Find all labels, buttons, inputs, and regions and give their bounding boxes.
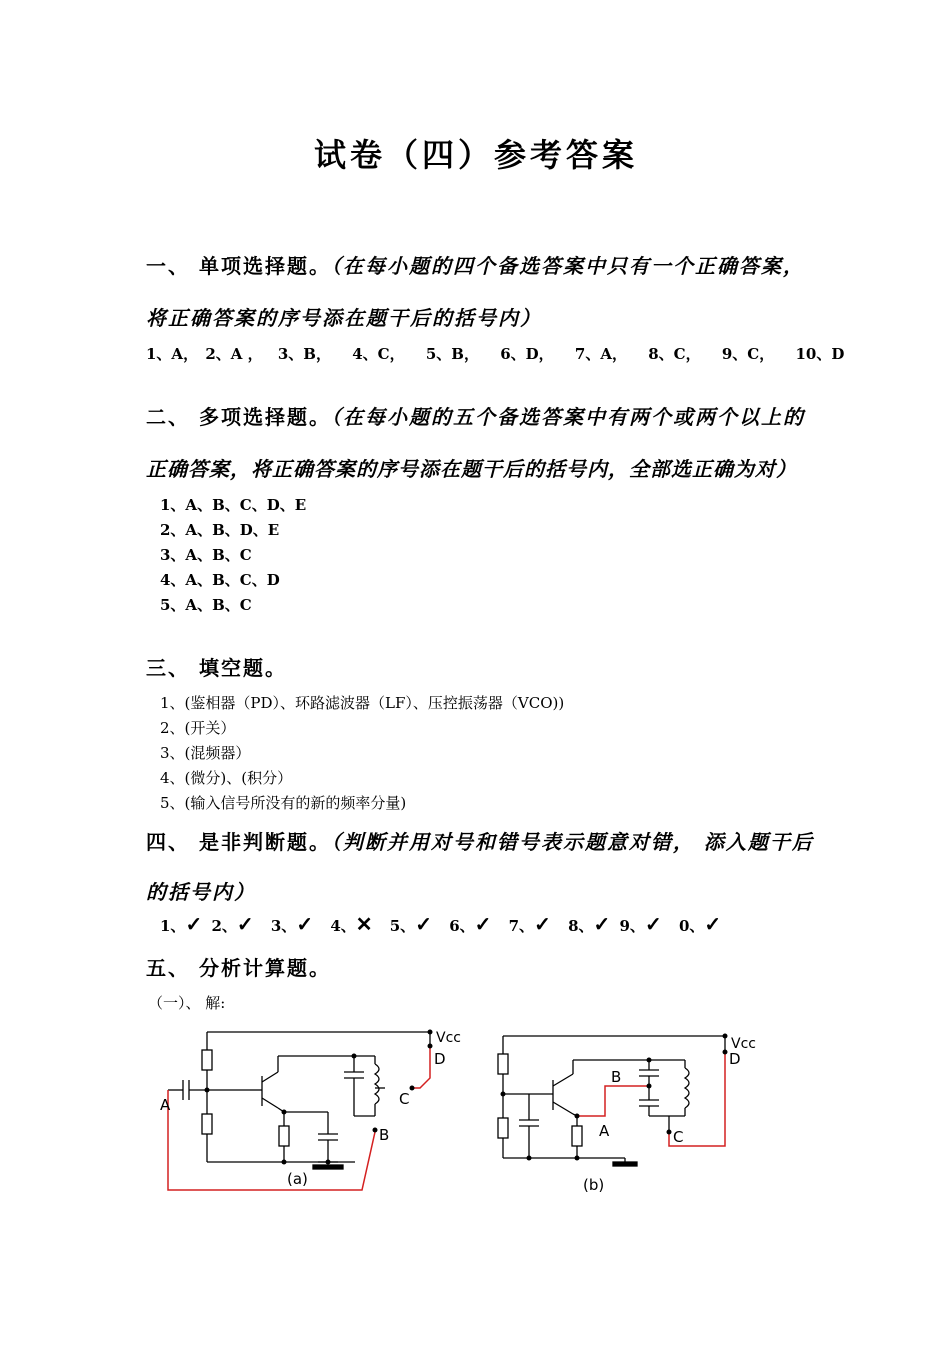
answer-item: 9、C， [721,345,775,363]
check-icon: ✓ [704,912,722,936]
answer-item: 3、B， [277,345,331,363]
answer-item: 1、(鉴相器（PD）、环路滤波器（LF）、压控振荡器（VCO)) [160,694,565,712]
judgement-item: 6、✓ [449,912,492,936]
section-4-note-1: （判断并用对号和错号表示题意对错， 添入题干后 [330,830,814,854]
answer-item: 3、(混频器） [160,744,251,762]
judgement-item: 0、✓ [678,912,722,936]
section-3-heading: 三、 填空题。 [146,656,287,680]
answer-item: 1、A， [146,345,199,363]
judgement-item: 9、✓ [619,912,662,936]
check-icon: ✓ [644,912,662,936]
check-icon: ✓ [296,912,314,936]
figure-caption-a: (a) [287,1170,308,1188]
section-2-heading-line1 [146,401,805,430]
vcc-label: Vcc [731,1036,756,1052]
node-label-c: C [673,1128,684,1146]
judgement-item: 1、✓ [160,912,203,936]
answer-item: 4、(微分)、(积分） [160,769,293,787]
judgement-item: 7、✓ [508,912,551,936]
answer-item: 2、(开关） [160,719,236,737]
judgement-answers [160,912,725,936]
circuit-diagram-b [495,1022,785,1202]
check-icon: ✓ [236,912,254,936]
answer-item: 4、C， [352,345,405,363]
section-1-note-2: 将正确答案的序号添在题干后的括号内） [146,306,542,330]
section-2-note-1: （在每小题的五个备选答案中有两个或两个以上的 [330,405,805,429]
judgement-item: 4、✕ [330,912,373,936]
vcc-label: Vcc [436,1030,461,1046]
answer-item: 5、A、B、C [160,596,252,614]
section-4-heading-line1 [146,826,814,855]
section-5-heading: 五、 分析计算题。 [146,956,331,980]
section-2-heading: 二、 多项选择题。 [146,405,331,429]
answer-item: 5、(输入信号所没有的新的频率分量) [160,794,407,812]
section-2-note-2: 正确答案，将正确答案的序号添在题干后的括号内，全部选正确为对） [146,457,797,481]
answer-item: 6、D， [500,345,554,363]
answer-item: 5、B， [425,345,479,363]
answer-item: 4、A、B、C、D [160,571,280,589]
node-label-a: A [160,1096,171,1114]
node-label-b: B [611,1068,622,1086]
answer-item: 2、A、B、D、E [160,521,280,539]
node-label-d: D [434,1050,446,1068]
judgement-item: 3、✓ [270,912,314,936]
node-label-d: D [729,1050,741,1068]
judgement-item: 8、✓ [568,912,611,936]
node-label-a: A [599,1122,610,1140]
answer-item: 8、C， [648,345,701,363]
node-label-b: B [379,1126,390,1144]
circuit-diagram-a [150,1022,490,1202]
answer-item: 1、A、B、C、D、E [160,496,307,514]
check-icon: ✓ [534,912,551,936]
judgement-item: 2、✓ [211,912,254,936]
section-1-answers [146,343,844,364]
answer-item: 7、A， [574,345,627,363]
check-icon: ✓ [415,912,432,936]
section-5-sub: （一）、 解: [148,994,226,1012]
section-1-heading-line1 [146,250,805,279]
answer-item: 3、A、B、C [160,546,252,564]
section-4-note-2: 的括号内） [146,880,256,904]
document-title: 试卷（四）参考答案 [313,136,638,174]
section-1-note-1: （在每小题的四个备选答案中只有一个正确答案， [330,254,805,278]
judgement-item: 5、✓ [389,912,432,936]
section-1-heading: 一、 单项选择题。 [146,254,331,278]
answer-item: 10、D [795,345,845,363]
check-icon: ✓ [185,912,203,936]
node-label-c: C [399,1090,410,1108]
cross-icon: ✕ [355,912,373,936]
check-icon: ✓ [593,912,611,936]
answer-item: 2、A ， [205,345,263,363]
figure-caption-b: (b) [583,1176,605,1194]
check-icon: ✓ [474,912,492,936]
section-4-heading: 四、 是非判断题。 [146,830,331,854]
